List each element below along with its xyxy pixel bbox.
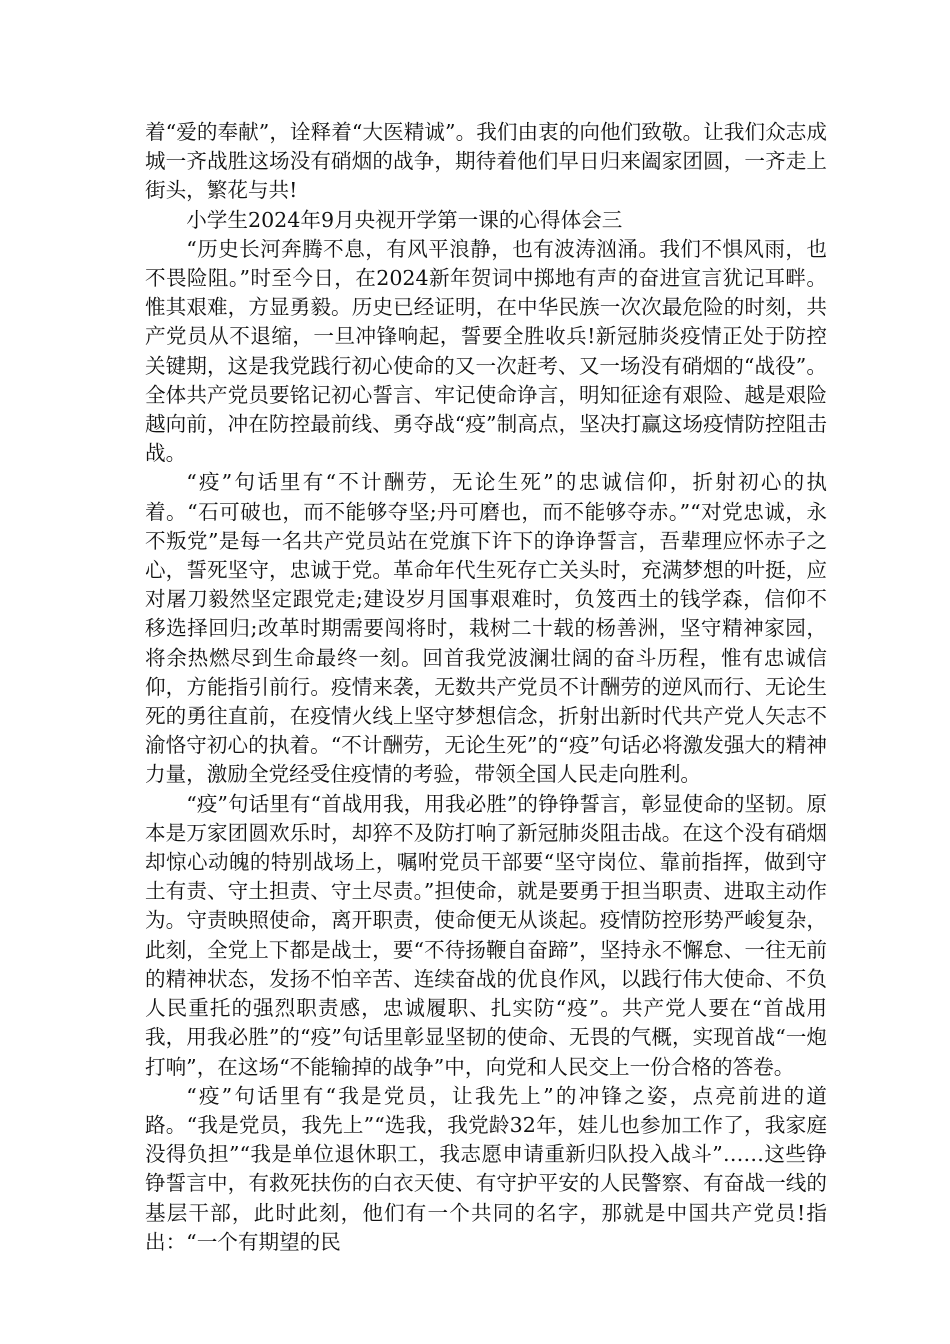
document-page (145, 118, 827, 1257)
paragraph: “疫”句话里有“我是党员，让我先上”的冲锋之姿，点亮前进的道路。“我是党员，我先上”“选我，我党龄32年，娃儿也参加工作了，我家庭没得负担”“我是单位退休职工，我志愿申请重新归队投入战斗”……这些铮铮誓言中，有救死扶伤的白衣天使、有守护平安的人民警察、有奋战一线的基层干部，此时此刻，他们有一个共同的名字，那就是中国共产党员!指出：“一个有期望的民 (145, 1083, 827, 1254)
paragraph-continuation: 着“爱的奉献”，诠释着“大医精诚”。我们由衷的向他们致敬。让我们众志成城一齐战胜这场没有硝烟的战争，期待着他们早日归来阖家团圆，一齐走上街头，繁花与共! (145, 120, 827, 203)
paragraph: “疫”句话里有“不计酬劳，无论生死”的忠诚信仰，折射初心的执着。“石可破也，而不能够夺坚;丹可磨也，而不能够夺赤。”“对党忠诚，永不叛党”是每一名共产党员站在党旗下许下的诤诤誓言，吾辈理应怀赤子之心，誓死坚守，忠诚于党。革命年代生死存亡关头时，充满梦想的叶挺，应对屠刀毅然坚定跟党走;建设岁月国事艰难时，负笈西土的钱学森，信仰不移选择回归;改革时期需要闯将时，栽树二十载的杨善洲，坚守精神家园，将余热燃尽到生命最终一刻。回首我党波澜壮阔的奋斗历程，惟有忠诚信仰，方能指引前行。疫情来袭，无数共产党员不计酬劳的逆风而行、无论生死的勇往直前，在疫情火线上坚守梦想信念，折射出新时代共产党人矢志不渝恪守初心的执着。“不计酬劳，无论生死”的“疫”句话必将激发强大的精神力量，激励全党经受住疫情的考验，带领全国人民走向胜利。 (145, 470, 827, 787)
paragraph: “疫”句话里有“首战用我，用我必胜”的铮铮誓言，彰显使命的坚韧。原本是万家团圆欢乐时，却猝不及防打响了新冠肺炎阻击战。在这个没有硝烟却惊心动魄的特别战场上，嘱咐党员干部要“坚守岗位、靠前指挥，做到守土有责、守土担责、守土尽责。”担使命，就是要勇于担当职责、进取主动作为。守责映照使命，离开职责，使命便无从谈起。疫情防控形势严峻复杂，此刻，全党上下都是战士，要“不待扬鞭自奋蹄”，坚持永不懈怠、一往无前的精神状态，发扬不怕辛苦、连续奋战的优良作风，以践行伟大使命、不负人民重托的强烈职责感，忠诚履职、扎实防“疫”。共产党人要在“首战用我，用我必胜”的“疫”句话里彰显坚韧的使命、无畏的气概，实现首战“一炮打响”，在这场“不能输掉的战争”中，向党和人民交上一份合格的答卷。 (145, 791, 827, 1079)
paragraph: “历史长河奔腾不息，有风平浪静，也有波涛汹涌。我们不惧风雨，也不畏险阻。”时至今日，在2024新年贺词中掷地有声的奋进宣言犹记耳畔。惟其艰难，方显勇毅。历史已经证明，在中华民族一次次最危险的时刻，共产党员从不退缩，一旦冲锋响起，誓要全胜收兵!新冠肺炎疫情正处于防控关键期，这是我党践行初心使命的又一次赶考、又一场没有硝烟的“战役”。全体共产党员要铭记初心誓言、牢记使命诤言，明知征途有艰险、越是艰险越向前，冲在防控最前线、勇夺战“疫”制高点，坚决打赢这场疫情防控阻击战。 (145, 236, 827, 466)
section-heading: 小学生2024年9月央视开学第一课的心得体会三 (186, 207, 623, 232)
